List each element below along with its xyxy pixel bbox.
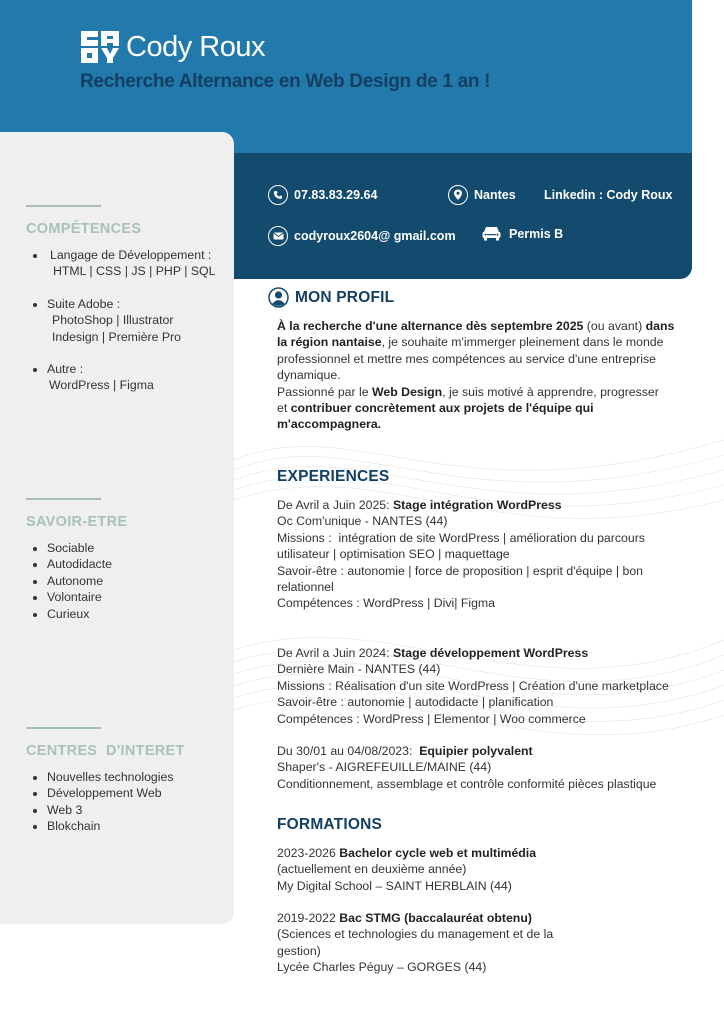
profile-text: À la recherche d'une alternance dès septembre 2025 (ou avant) dans la région nantaise, je souhaite m'immerger pleinement dans le monde professionnel et mettre mes compétences au service d'une entreprise dynamique. Passionné par le Web Design, je suis motivé à apprendre, progresser et contribuer concrètement aux projets de l'équipe qui m'accompagnera. — [277, 319, 675, 432]
formation-item: 2019-2022 Bac STMG (baccalauréat obtenu) (Sciences et technologies du management et de la gestion) Lycée Charles Péguy – GORGES (44) — [277, 911, 554, 975]
interets-list — [26, 769, 226, 835]
list-item: Développement Web — [26, 785, 226, 801]
section-title-experiences: EXPERIENCES — [277, 468, 390, 485]
contact-linkedin[interactable] — [544, 188, 672, 202]
section-title: COMPÉTENCES — [26, 221, 142, 237]
section-divider — [26, 498, 101, 500]
cody-logo-icon — [80, 30, 122, 64]
sidebar-section-centres-interet — [26, 727, 226, 835]
profile-header — [268, 287, 394, 308]
user-avatar-icon — [268, 287, 289, 308]
list-item: Autonome — [26, 573, 226, 589]
experience-item: Du 30/01 au 04/08/2023: Equipier polyvalent Shaper's - AIGREFEUILLE/MAINE (44) Conditionnement, assemblage et contrôle conformité pièces plastique — [277, 744, 657, 791]
contact-band — [234, 153, 692, 279]
sidebar-section-competences — [26, 205, 226, 410]
competences-list — [26, 247, 226, 394]
section-divider — [26, 205, 101, 207]
list-item: Autre : WordPress | Figma — [26, 361, 226, 394]
candidate-name: Cody Roux — [126, 30, 265, 63]
experience-item: De Avril a Juin 2025: Stage intégration WordPress Oc Com'unique - NANTES (44) Missions : intégration de site WordPress | amélioration du parcours utilisateur | optimisation SEO | maquettage Savoir-être : autonomie | force de proposition | esprit d'équipe | bon relationnel Compétences : WordPress | Divi| Figma — [277, 498, 645, 611]
list-item: Langage de Développement : HTML | CSS | JS | PHP | SQL — [26, 247, 226, 280]
list-item: Web 3 — [26, 802, 226, 818]
envelope-icon — [268, 226, 288, 246]
list-item: Curieux — [26, 606, 226, 622]
section-title-formations: FORMATIONS — [277, 816, 383, 833]
car-icon — [482, 226, 501, 241]
contact-phone[interactable] — [268, 185, 377, 205]
email-address: codyroux2604@ gmail.com — [294, 229, 456, 243]
contact-city — [448, 185, 516, 205]
driving-license: Permis B — [509, 226, 564, 241]
section-title: MON PROFIL — [295, 288, 395, 306]
job-search-tagline: Recherche Alternance en Web Design de 1 an ! — [80, 71, 491, 92]
list-item: Autodidacte — [26, 556, 226, 572]
contact-license — [482, 226, 563, 241]
location-pin-icon — [448, 185, 468, 205]
linkedin-link[interactable]: Linkedin : Cody Roux — [544, 188, 673, 202]
logo — [80, 30, 265, 64]
list-item: Suite Adobe : PhotoShop | Illustrator Indesign | Première Pro — [26, 296, 226, 345]
phone-number: 07.83.83.29.64 — [294, 188, 378, 202]
contact-email[interactable] — [268, 226, 456, 246]
list-item: Volontaire — [26, 589, 226, 605]
list-item: Nouvelles technologies — [26, 769, 226, 785]
savoir-etre-list — [26, 540, 226, 622]
list-item: Sociable — [26, 540, 226, 556]
experience-item: De Avril a Juin 2024: Stage développement WordPress Dernière Main - NANTES (44) Missions : Réalisation d'un site WordPress | Création d'une marketplace Savoir-être : autonomie | autodidacte | planification Compétences : WordPress | Elementor | Woo commerce — [277, 646, 669, 726]
city: Nantes — [474, 188, 516, 202]
section-title: CENTRES D'INTERET — [26, 743, 185, 759]
phone-icon — [268, 185, 288, 205]
formation-item: 2023-2026 Bachelor cycle web et multimédia (actuellement en deuxième année) My Digital School – SAINT HERBLAIN (44) — [277, 846, 537, 893]
list-item: Blokchain — [26, 818, 226, 834]
section-divider — [26, 727, 101, 729]
sidebar-section-savoir-etre — [26, 498, 226, 622]
section-title: SAVOIR-ETRE — [26, 514, 128, 530]
